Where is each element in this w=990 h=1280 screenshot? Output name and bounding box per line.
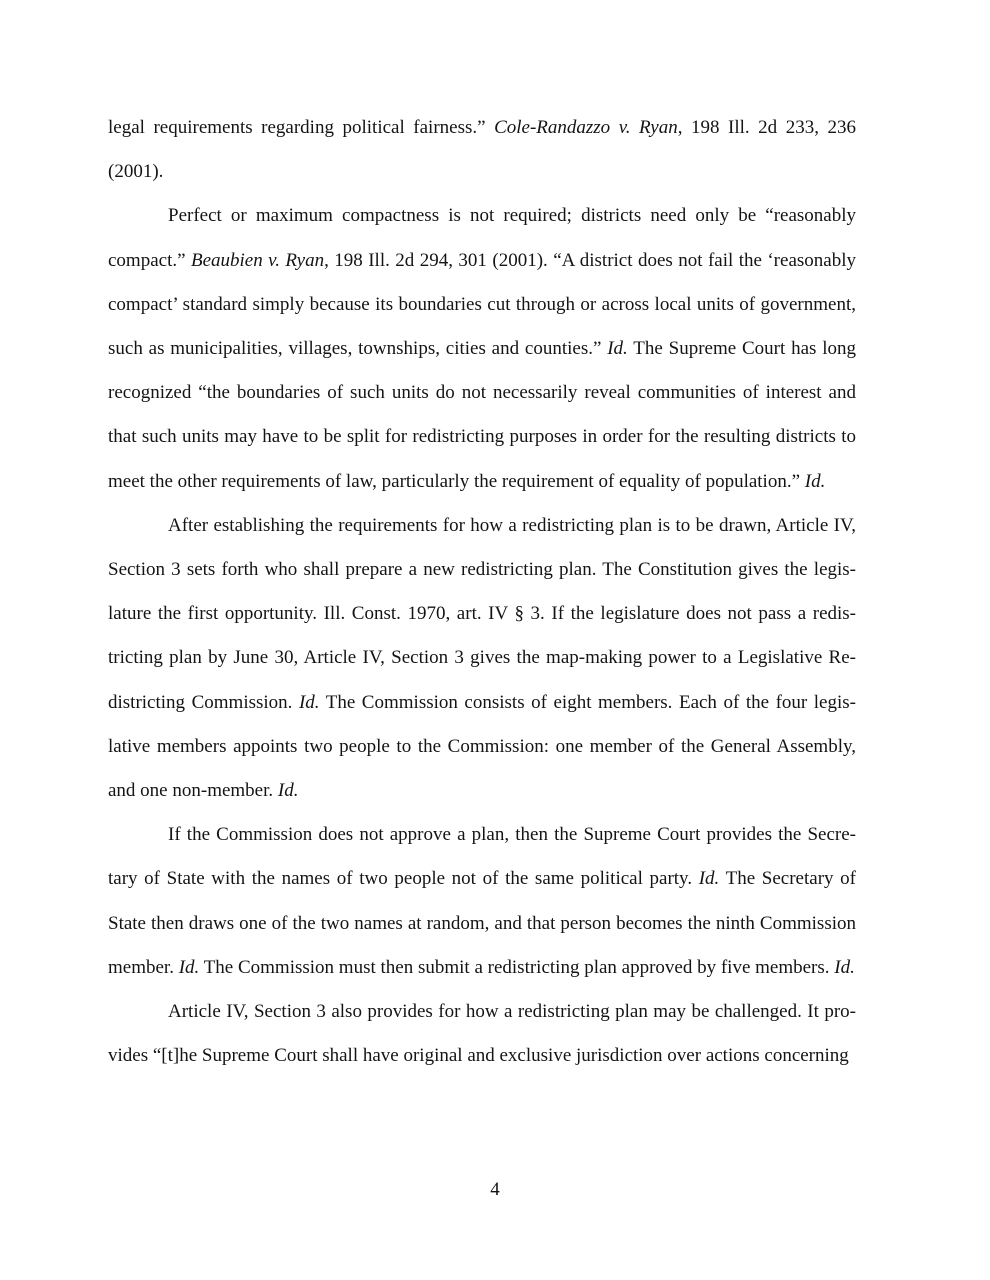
citation-text: Id. (698, 868, 720, 890)
page-number: 4 (490, 1179, 500, 1200)
text-run: After establishing the requirements for how a redistricting plan is to be drawn, Article IV, Section 3 sets forth who shall prepare a new redistricting plan. The Constitution gives the legislature the first opportunity. Ill. Const. 1970, art. IV § 3. If the legislature does not pass a redistricting plan by June 30, Article IV, Section 3 gives the map-making power to a Legislative Redistricting Commission. (108, 514, 856, 713)
citation-text: Cole-Randazzo v. Ryan (494, 117, 678, 138)
paragraph (108, 106, 856, 194)
text-run: legal requirements regarding political fairness.” (108, 117, 495, 138)
text-run: , 198 Ill. 2d 294, 301 (2001). “A district does not fail the ‘reasonably compact’ standard simply because its boundaries cut through or across local units of government, such as municipalities, villages, townships, cities and counties.” (108, 249, 856, 360)
citation-text: Beaubien v. Ryan (190, 249, 325, 271)
citation-text: Id. (178, 956, 200, 978)
citation-text: Id. (804, 470, 826, 492)
paragraph (108, 194, 856, 503)
paragraph (108, 504, 856, 813)
citation-text: Id. (277, 780, 299, 802)
citation-text: Id. (834, 956, 855, 978)
text-run: Article IV, Section 3 also provides for how a redistricting plan may be challenged. It provides “[t]he Supreme Court shall have original and exclusive jurisdiction over actions concerning (108, 1001, 856, 1067)
text-run: , 198 Ill. 2d 233, 236 (2001). (108, 117, 856, 183)
body-text (108, 106, 856, 1078)
text-run: If the Commission does not approve a plan, then the Supreme Court provides the Secretary of State with the names of two people not of the same political party. (108, 824, 856, 890)
text-run: Perfect or maximum compactness is not required; districts need only be “reasonably compact.” (108, 205, 856, 271)
citation-text: Id. (607, 338, 628, 360)
paragraph (108, 990, 856, 1078)
text-run: The Supreme Court has long recognized “the boundaries of such units do not necessarily reveal communities of interest and that such units may have to be split for redistricting purposes in order for the resulting districts to meet the other requirements of law, particularly the requirement of equality of population.” (108, 338, 856, 492)
citation-text: Id. (298, 691, 320, 713)
paragraph (108, 813, 856, 990)
text-run: The Secretary of State then draws one of the two names at random, and that person becomes the ninth Commission member. (108, 868, 856, 978)
text-run: The Commission must then submit a redistricting plan approved by five members. (199, 956, 835, 978)
text-run: The Commission consists of eight members. Each of the four legislative members appoints two people to the Commission: one member of the General Assembly, and one non-member. (108, 691, 856, 802)
